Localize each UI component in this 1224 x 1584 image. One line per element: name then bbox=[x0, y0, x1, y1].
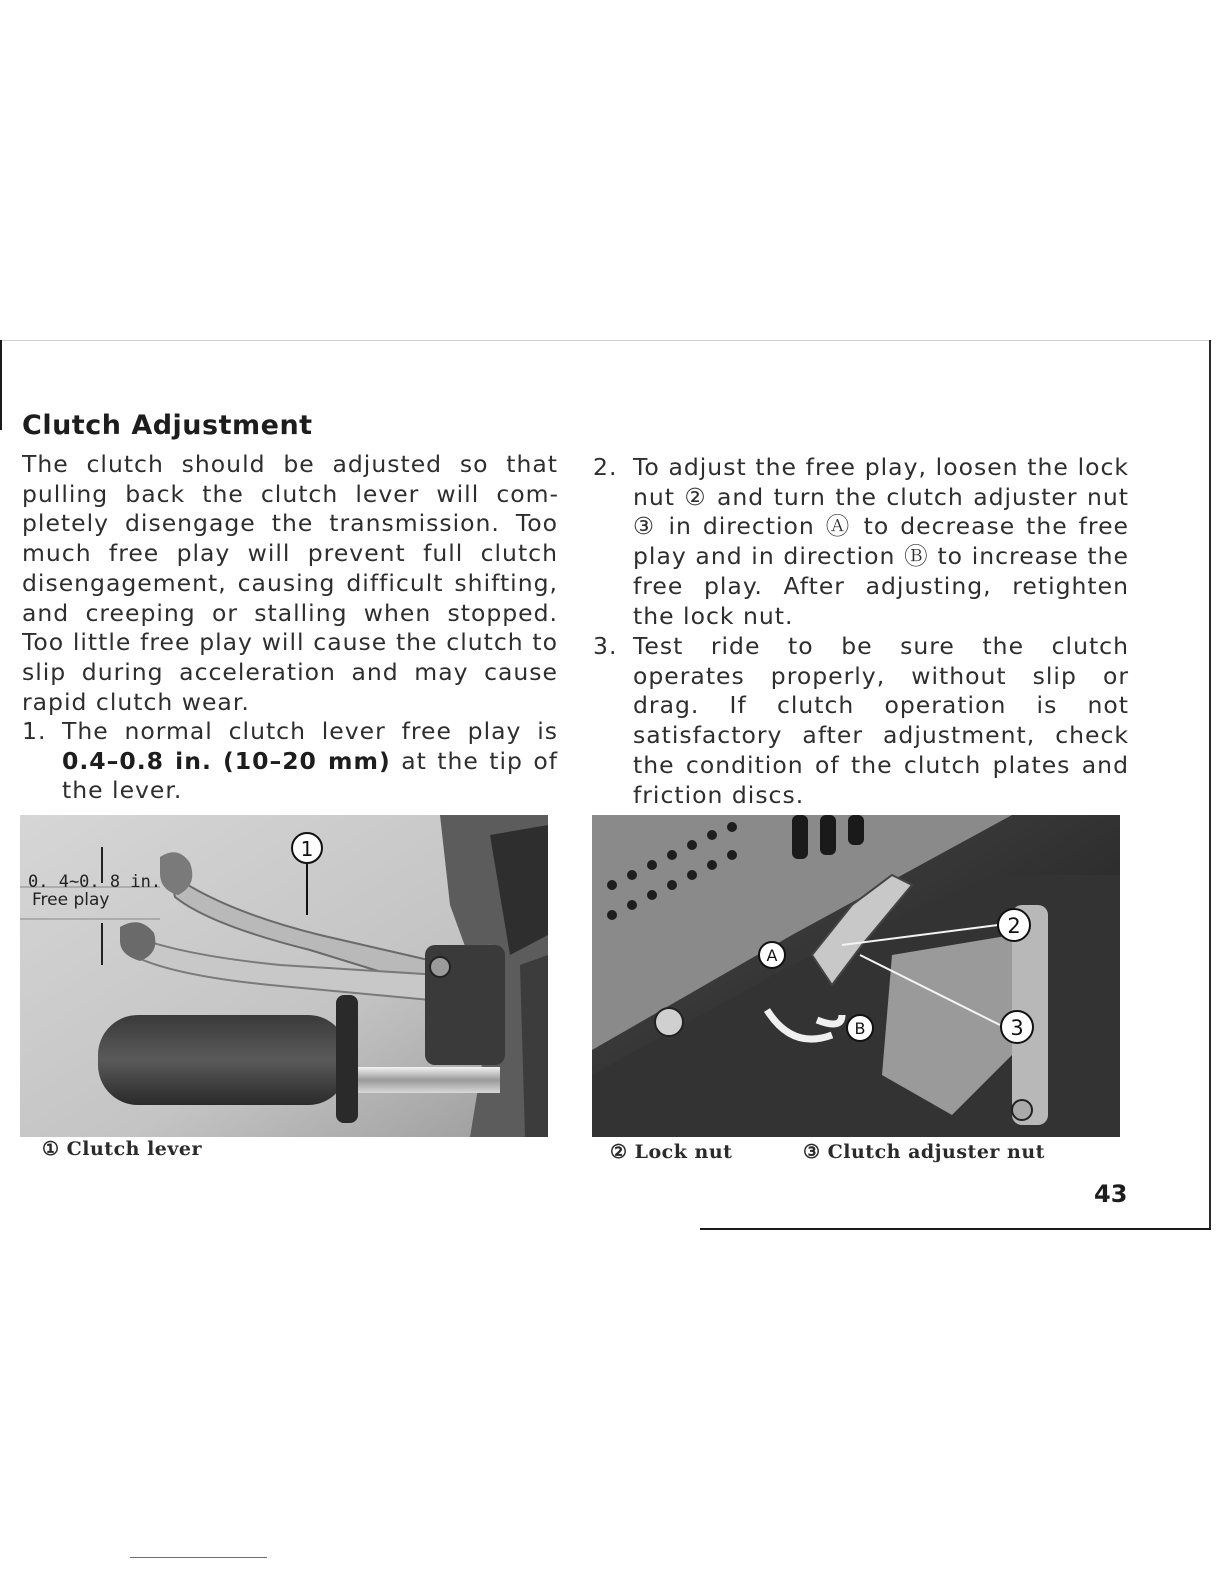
clutch-adjuster-photo bbox=[592, 815, 1120, 1137]
callout-2-label: 2 bbox=[1007, 914, 1021, 938]
right-rule bbox=[1209, 340, 1211, 1230]
step-number: 2. bbox=[593, 453, 618, 481]
step-text-tail: at the tip of the lever. bbox=[62, 746, 558, 805]
free-play-label: Free play bbox=[32, 890, 110, 910]
intro-paragraph: The clutch should be adjusted so that pulling back the clutch lever will completely disengage the transmission. Too much free play will prevent full clutch disengagement, causing difficult shifting, and creeping or stalling when stopped. Too little free play will cause the clutch to slip during acceleration and may cause rapid clutch wear. bbox=[22, 450, 558, 716]
callout-1-label: 1 bbox=[300, 837, 314, 861]
free-play-measure: 0. 4∼0. 8 in. bbox=[28, 872, 162, 892]
step-text bbox=[62, 717, 558, 806]
clutch-lever-photo bbox=[20, 815, 548, 1137]
step-text-lead: The normal clutch lever free play is bbox=[62, 717, 558, 745]
step-number: 3. bbox=[593, 632, 618, 660]
left-rule bbox=[0, 340, 2, 430]
section-title: Clutch Adjustment bbox=[22, 410, 313, 441]
clutch-lever-caption: ① Clutch lever bbox=[42, 1138, 203, 1160]
step-number: 1. bbox=[22, 717, 47, 745]
page-number: 43 bbox=[1094, 1180, 1128, 1208]
callout-a-label: A bbox=[766, 946, 778, 965]
lock-nut-caption: ② Lock nut bbox=[610, 1141, 733, 1163]
step-text: To adjust the free play, loosen the lock nut ② and turn the clutch adjuster nut ③ in direction Ⓐ to decrease the free play and in direction Ⓑ to increase the free play. After adjusting, retighten the lock nut. bbox=[633, 453, 1129, 630]
callout-b-label: B bbox=[854, 1019, 866, 1038]
step-text: Test ride to be sure the clutch operates properly, without slip or drag. If clutch operation is not satisfactory after adjustment, check the condition of the clutch plates and friction discs. bbox=[633, 632, 1129, 809]
callout-3-label: 3 bbox=[1010, 1016, 1024, 1040]
clutch-adjuster-illustration bbox=[592, 815, 1120, 1137]
footer-rule bbox=[130, 1557, 267, 1558]
free-play-spec: 0.4–0.8 in. (10–20 mm) bbox=[62, 746, 391, 775]
clutch-adjuster-caption: ③ Clutch adjuster nut bbox=[803, 1141, 1045, 1163]
top-rule bbox=[0, 340, 1212, 341]
clutch-lever-illustration bbox=[20, 815, 548, 1137]
bottom-rule bbox=[700, 1228, 1211, 1230]
